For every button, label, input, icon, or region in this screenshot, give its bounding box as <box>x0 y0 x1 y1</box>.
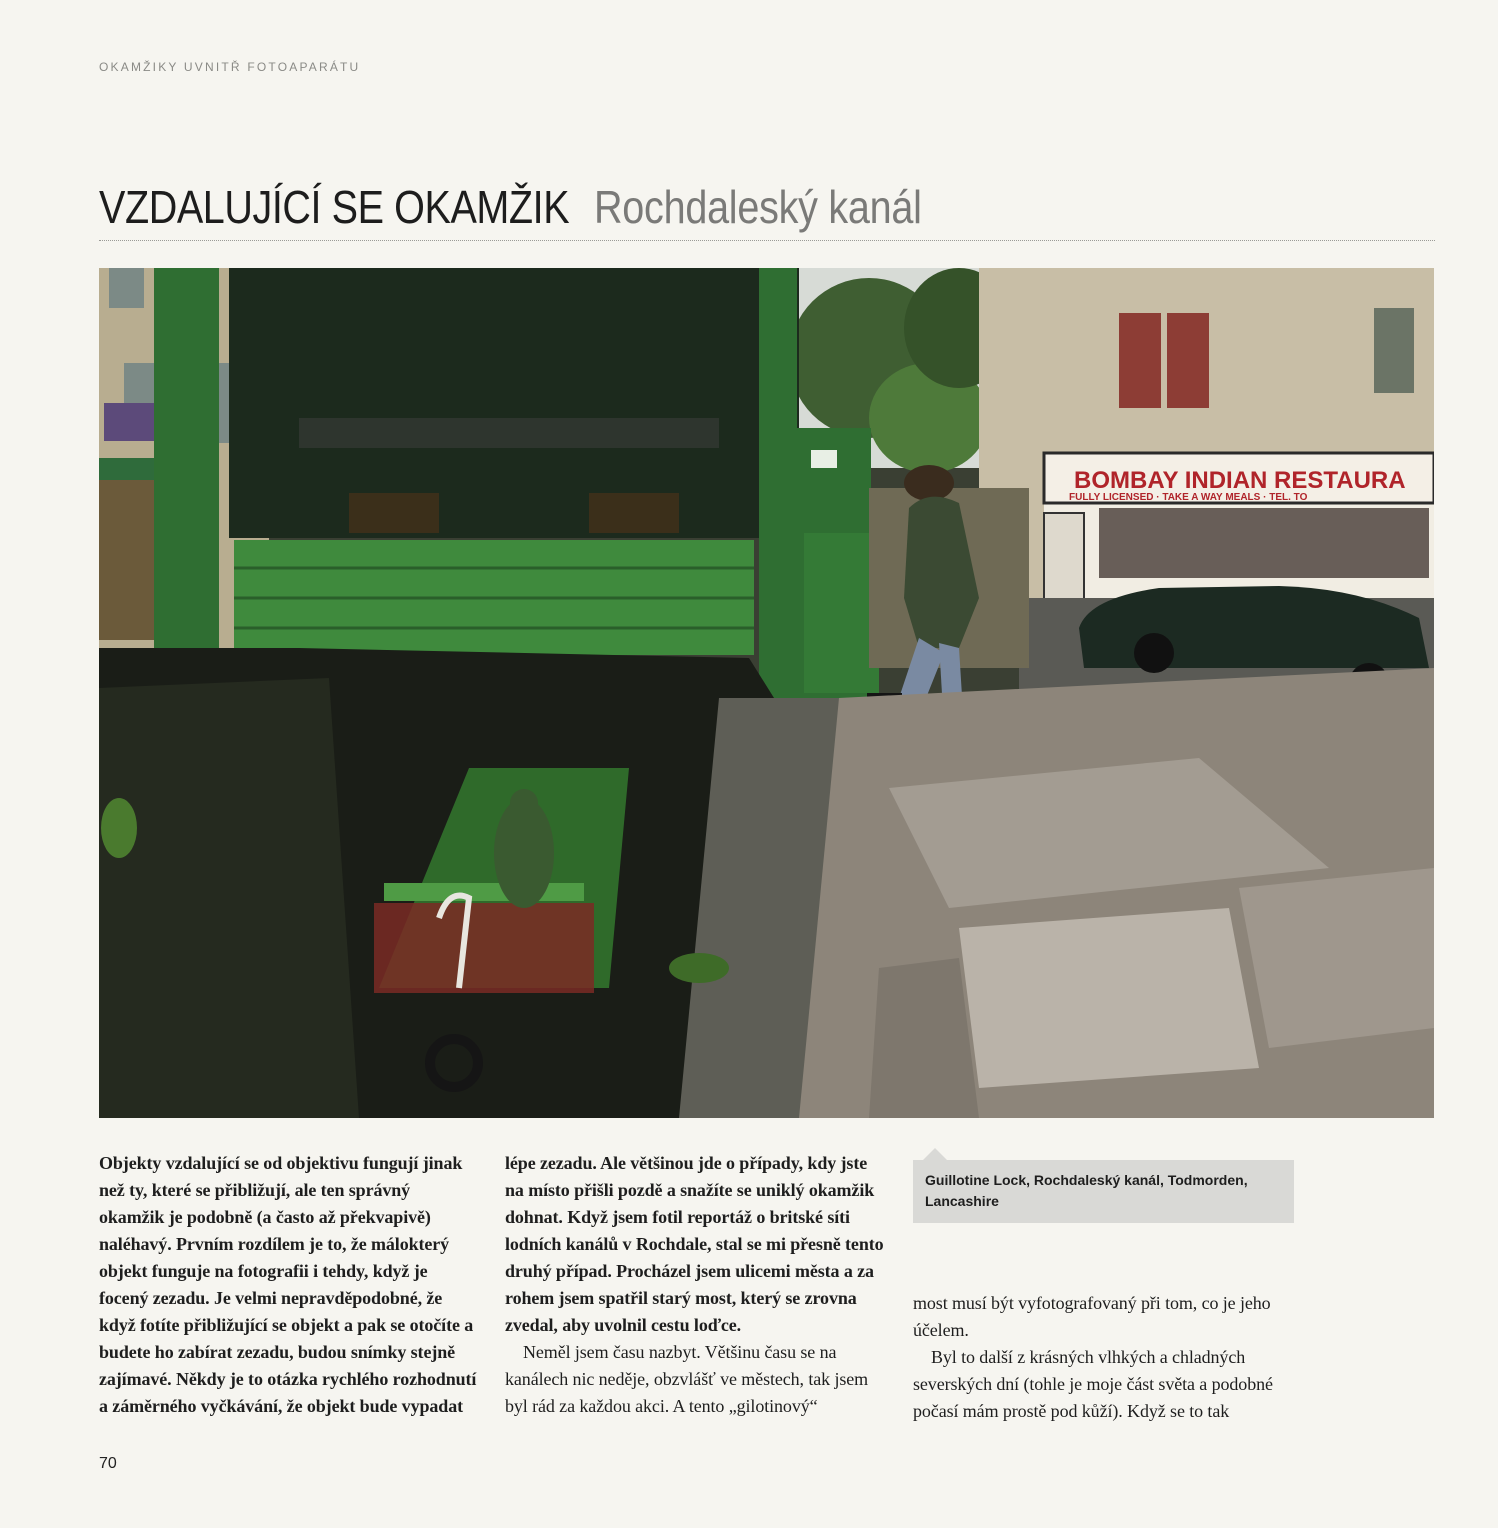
body-paragraph-4: most musí být vyfotografovaný při tom, co je jeho účelem. <box>913 1293 1271 1340</box>
canal-photo <box>99 268 1434 1118</box>
body-paragraph-3: Neměl jsem času nazbyt. Většinu času se na kanálech nic neděje, obzvlášť ve městech, tak jsem byl rád za každou akci. A tento „gilotinový“ <box>505 1342 869 1416</box>
body-column-3 <box>913 1290 1293 1425</box>
restaurant-sign-sub: FULLY LICENSED · TAKE A WAY MEALS · TEL. TO <box>1069 492 1308 503</box>
body-paragraph-1: Objekty vzdalující se od objektivu fungují jinak než ty, které se přibližují, ale ten správný okamžik je podobně (a často až překvapivě) naléhavý. Prvním rozdílem je to, že málokterý objekt funguje na fotografii i tehdy, když je focený zezadu. Je velmi nepravděpodobné, že když fotíte přibližující se objekt a pak se otočíte a budete ho zabírat zezadu, budou snímky stejně zajímavé. Někdy je to otázka rychlého rozhodnutí a záměrného vyčkávání, že objekt bude vypadat <box>99 1153 477 1416</box>
page-title: VZDALUJÍCÍ SE OKAMŽIK <box>99 181 570 233</box>
page-number: 70 <box>99 1455 117 1472</box>
page-subtitle: Rochdaleský kanál <box>594 181 922 233</box>
restaurant-sign: BOMBAY INDIAN RESTAURA <box>1074 467 1406 494</box>
body-paragraph-5: Byl to další z krásných vlhkých a chladných severských dní (tohle je moje část světa a podobné počasí mám prostě pod kůží). Když se to tak <box>913 1347 1273 1421</box>
body-column-2 <box>505 1150 885 1420</box>
body-paragraph-2: lépe zezadu. Ale většinou jde o případy, kdy jste na místo přišli pozdě a snažíte se uniklý okamžik dohnat. Když jsem fotil reportáž o britské síti lodních kanálů v Rochdale, stal se mi přesně tento druhý případ. Procházel jsem ulicemi města a za rohem jsem spatřil starý most, který se zrovna zvedal, aby uvolnil cestu loďce. <box>505 1153 884 1335</box>
body-column-1 <box>99 1150 479 1420</box>
title-row <box>99 180 1435 241</box>
running-head: OKAMŽIKY UVNITŘ FOTOAPARÁTU <box>99 60 361 74</box>
photo-caption: Guillotine Lock, Rochdaleský kanál, Todmorden, Lancashire <box>913 1160 1294 1223</box>
